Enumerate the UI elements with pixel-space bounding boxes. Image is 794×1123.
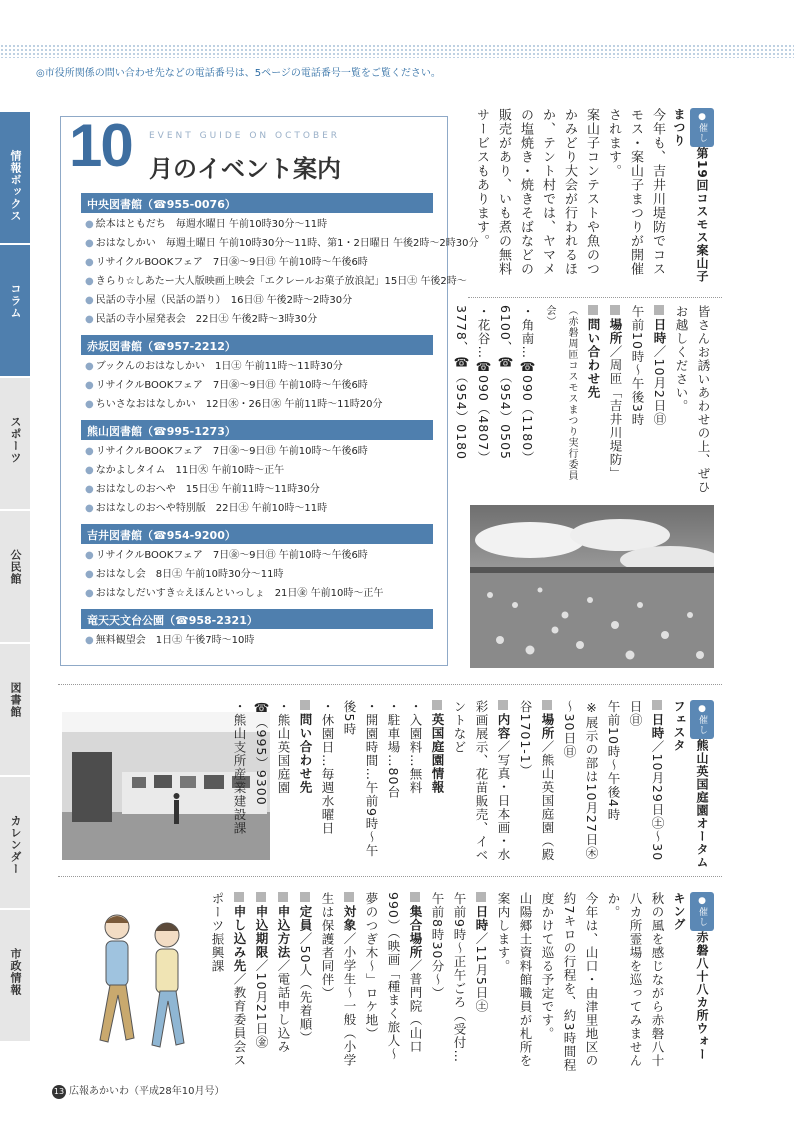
guide-event-text: おはなしかい 毎週土曜日 午前10時30分～11時、第1・2日曜日 午後2時～2時30分 xyxy=(95,238,479,249)
tab-community-center[interactable]: 公民館 xyxy=(0,511,30,644)
article-cosmos xyxy=(474,108,714,288)
article-walking-title: 赤磐八十八カ所ウォーキング xyxy=(672,892,709,1061)
bullet-icon: ● xyxy=(85,314,94,325)
guide-event-text: リサイクルBOOKフェア 7日㊎～9日㊐ 午前10時～午後6時 xyxy=(95,380,368,391)
guide-event-text: ブックんのおはなしかい 1日㊏ 午前11時～11時30分 xyxy=(95,361,343,372)
bullet-icon: ● xyxy=(85,550,94,561)
guide-event-text: おはなしだいすき☆えほんといっしょ 21日㊎ 午前10時～正午 xyxy=(95,588,384,599)
guide-section xyxy=(81,335,433,414)
guide-section-heading: 吉井図書館（☎954-9200） xyxy=(81,524,433,544)
tab-calendar[interactable]: カレンダー xyxy=(0,777,30,910)
article-walking: ●催し赤磐八十八カ所ウォーキング 秋の風を感じながら赤磐八十八カ所霊場を巡ってみませんか。 今年は、山口・由津里地区の約7キロの行程を、約3時間程度かけて巡る予定です。 山陽郷土資料館職員が札所を案内します。 日時／11月5日㊏ 午前9時～正午ごろ（受付…午前8時30分～） 集合場所／普門院（山口990）（映画「種まく旅人～夢のつぎ木～」ロケ地） 対象／小学生～一般（小学生は保護者同伴） 定員／50人（先着順） 申込方法／電話申し込み 申込期限／10月21日㊎ 申し込み先／教育委員会スポーツ振興課 xyxy=(219,892,714,1072)
guide-event-item xyxy=(85,461,433,480)
bullet-icon: ● xyxy=(85,588,94,599)
bullet-icon: ● xyxy=(85,465,94,476)
bullet-icon: ● xyxy=(85,503,94,514)
bullet-icon: ● xyxy=(85,484,94,495)
guide-event-text: リサイクルBOOKフェア 7日㊎～9日㊐ 午前10時～午後6時 xyxy=(95,257,368,268)
guide-section-heading: 熊山図書館（☎995-1273） xyxy=(81,420,433,440)
guide-event-text: ちいさなおはなしかい 12日㊌・26日㊌ 午前11時～11時20分 xyxy=(95,399,383,410)
guide-event-text: 民話の寺小屋発表会 22日㊏ 午後2時～3時30分 xyxy=(95,314,318,325)
article-cosmos-body3: 皆さんお誘いあわせの上、ぜひお越しください。 xyxy=(674,305,711,494)
article-cosmos-details: 皆さんお誘いあわせの上、ぜひお越しください。 日時／10月2日㊐ 午前10時～午後3時 場所／周匝「吉井川堤防」 問い合わせ先 （赤磐周匝コスモスまつり実行委員会） ・角南…☎090（1180）6100、☎（954）0505 ・花谷…☎090（4807）3778、☎（954）0180 xyxy=(468,305,714,495)
guide-event-text: 民話の寺小屋（民話の語り） 16日㊐ 午後2時～2時30分 xyxy=(95,295,353,306)
guide-event-text: きらり☆しあたー大人版映画上映会「エクレールお菓子放浪記」15日㊏ 午後2時～ xyxy=(95,276,467,287)
bullet-icon: ● xyxy=(85,569,94,580)
guide-event-text: 絵本はともだち 毎週水曜日 午前10時30分～11時 xyxy=(95,219,328,230)
guide-section-list xyxy=(81,544,433,603)
page-footer xyxy=(52,1082,224,1099)
article-cosmos-body2: 案山子コンテストや魚のつかみどり大会が行われるほか、テント村では、ヤマメの塩焼き・焼きそばなどの販売があり、いも煮の無料サービスもあります。 xyxy=(474,108,599,276)
header-dot-band xyxy=(0,44,794,58)
guide-event-text: おはなし会 8日㊏ 午前10時30分～11時 xyxy=(95,569,284,580)
guide-event-text: なかよしタイム 11日㊋ 午前10時～正午 xyxy=(95,465,285,476)
tab-library[interactable]: 図書館 xyxy=(0,644,30,777)
tab-sports[interactable]: スポーツ xyxy=(0,378,30,511)
guide-section xyxy=(81,420,433,518)
bullet-icon: ● xyxy=(85,257,94,268)
guide-event-item xyxy=(85,357,433,376)
guide-event-item xyxy=(85,291,433,310)
event-guide-box xyxy=(60,112,479,666)
guide-event-item xyxy=(85,499,433,518)
divider-middle xyxy=(58,684,722,685)
bullet-icon: ● xyxy=(85,446,94,457)
bullet-icon: ● xyxy=(85,635,94,646)
divider-cosmos xyxy=(468,297,722,298)
guide-section-list xyxy=(81,440,433,518)
guide-event-item xyxy=(85,253,433,272)
guide-section xyxy=(81,193,479,329)
guide-event-item xyxy=(85,631,433,650)
guide-section-heading: 赤坂図書館（☎957-2212） xyxy=(81,335,433,355)
guide-month-number: 10 xyxy=(69,112,132,179)
article-garden-badge: ●催し xyxy=(690,700,714,739)
guide-event-item xyxy=(85,215,433,234)
guide-event-item xyxy=(85,395,433,414)
guide-section-list xyxy=(81,213,479,329)
page-number: 13 xyxy=(52,1085,66,1099)
guide-event-item xyxy=(85,480,433,499)
guide-section-list xyxy=(81,355,433,414)
bullet-icon: ● xyxy=(85,238,94,249)
guide-section xyxy=(81,524,433,603)
tab-column[interactable]: コラム xyxy=(0,245,30,378)
index-tabs xyxy=(0,112,30,1043)
footer-publication: 広報あかいわ（平成28年10月号） xyxy=(69,1086,225,1097)
guide-event-text: おはなしのおへや特別版 22日㊏ 午前10時～11時 xyxy=(95,503,328,514)
guide-event-text: リサイクルBOOKフェア 7日㊎～9日㊐ 午前10時～午後6時 xyxy=(95,550,368,561)
bullet-icon: ● xyxy=(85,219,94,230)
guide-event-item xyxy=(85,584,433,603)
guide-section-list xyxy=(81,629,433,650)
bullet-icon: ● xyxy=(85,399,94,410)
guide-event-item xyxy=(85,376,433,395)
guide-event-item xyxy=(85,272,467,291)
article-cosmos-badge: ●催し xyxy=(690,108,714,147)
guide-event-item xyxy=(85,565,433,584)
guide-title: 月のイベント案内 xyxy=(149,155,341,183)
article-cosmos-title: 第19回コスモス案山子まつり xyxy=(672,108,709,283)
guide-event-item xyxy=(85,310,433,329)
header-note: ◎市役所関係の問い合わせ先などの電話番号は、5ページの電話番号一覧をご覧ください。 xyxy=(36,68,441,79)
guide-section xyxy=(81,609,433,650)
guide-event-text: おはなしのおへや 15日㊏ 午前11時～11時30分 xyxy=(95,484,320,495)
bullet-icon: ● xyxy=(85,276,94,287)
guide-sections xyxy=(81,193,479,656)
divider-lower xyxy=(58,876,722,877)
tab-city-info[interactable]: 市政情報 xyxy=(0,910,30,1043)
article-garden-title: 熊山英国庭園オータムフェスタ xyxy=(672,700,709,869)
article-walking-badge: ●催し xyxy=(690,892,714,931)
guide-subtitle: EVENT GUIDE ON OCTOBER xyxy=(149,131,341,141)
guide-section-heading: 中央図書館（☎955-0076） xyxy=(81,193,433,213)
guide-event-item xyxy=(85,234,479,253)
guide-event-item xyxy=(85,442,433,461)
guide-event-text: 無料観望会 1日㊏ 午後7時～10時 xyxy=(95,635,255,646)
walkers-illustration xyxy=(72,905,212,1065)
cosmos-field-photo xyxy=(470,505,714,668)
tab-info-box[interactable]: 情報ボックス xyxy=(0,112,30,245)
guide-event-item xyxy=(85,546,433,565)
bullet-icon: ● xyxy=(85,361,94,372)
guide-event-text: リサイクルBOOKフェア 7日㊎～9日㊐ 午前10時～午後6時 xyxy=(95,446,368,457)
bullet-icon: ● xyxy=(85,295,94,306)
bullet-icon: ● xyxy=(85,380,94,391)
guide-section-heading: 竜天天文台公園（☎958-2321） xyxy=(81,609,433,629)
article-cosmos-body: 今年も、吉井川堤防でコスモス・案山子まつりが開催されます。 xyxy=(606,108,665,276)
article-garden: ●催し熊山英国庭園オータムフェスタ 日時／10月29日㊏～30日㊐ 午前10時～午後4時 ※展示の部は10月27日㊍～30日㊐ 場所／熊山英国庭園（殿谷1701-1） 内容／写真・日本画・水彩画展示、花苗販売、イベントなど 英国庭園情報 ・入園料…無料 ・駐車場…80台 ・開園時間…午前9時～午後5時 ・休園日…毎週水曜日 問い合わせ先 ・熊山英国庭園 ☎（995）9300 ・熊山支所産業建設課 xyxy=(289,700,714,870)
